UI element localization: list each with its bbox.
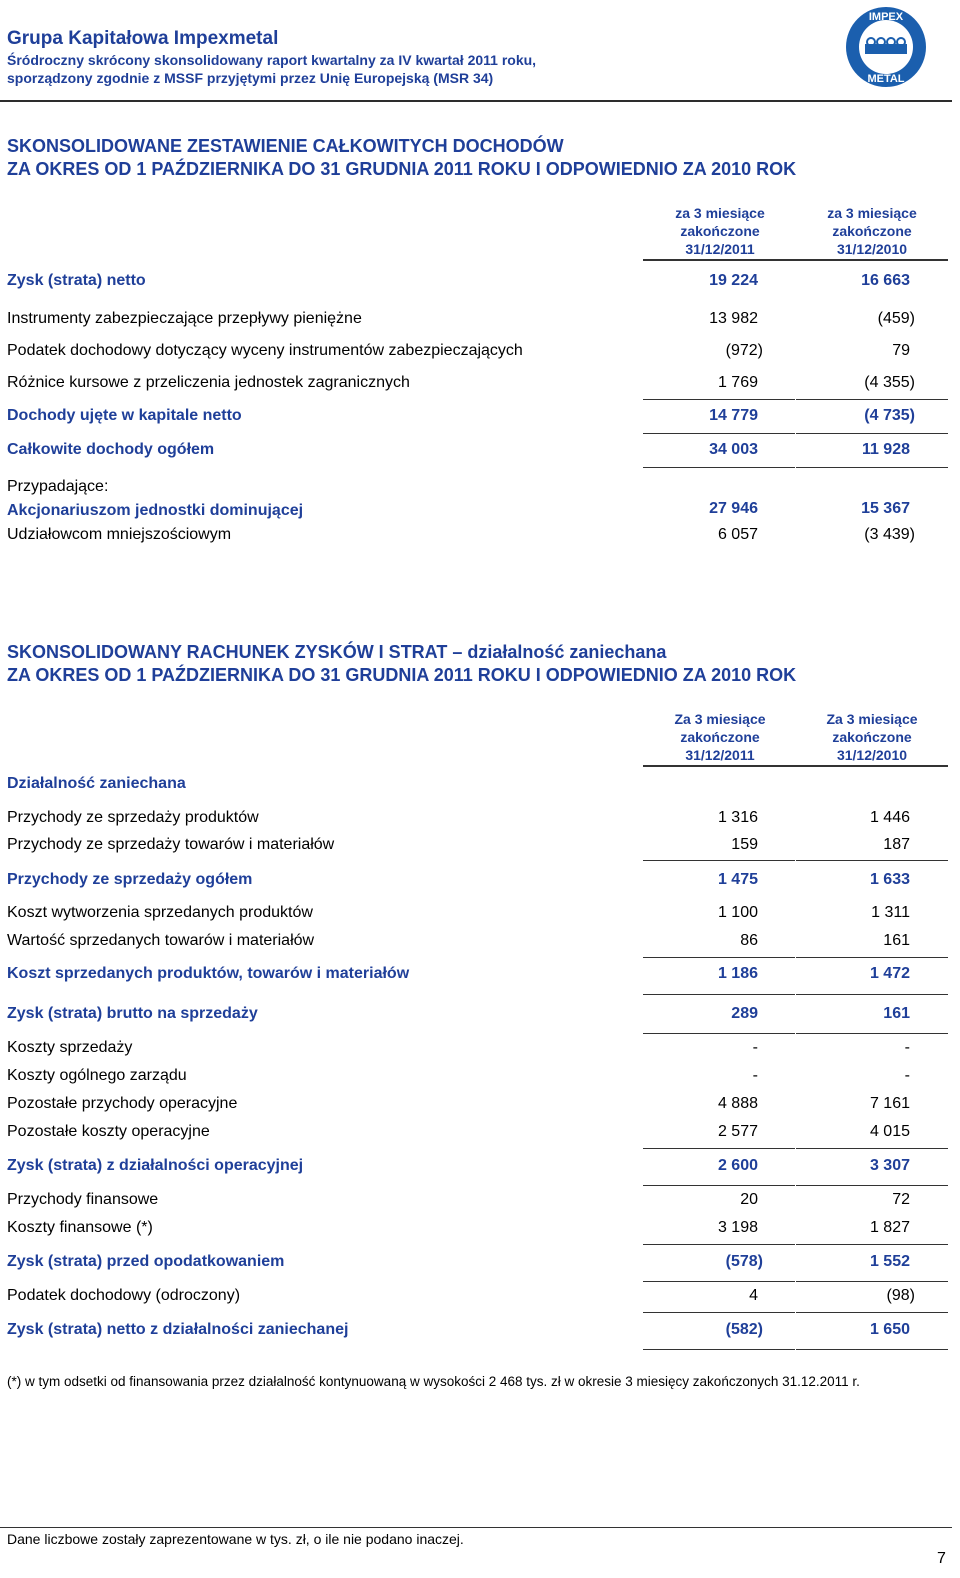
s2-rule-5b [796,1148,948,1149]
impexmetal-logo [845,6,927,88]
s1-row-net-profit: Zysk (strata) netto 19 224 16 663 [7,272,910,289]
s2-row-gross-profit: Zysk (strata) brutto na sprzedaży 289 161 [7,1005,910,1022]
s2-row-product-revenue: Przychody ze sprzedaży produktów 1 316 1 446 [7,809,910,826]
s1-rule-b2 [796,433,948,434]
s1-row-hedging-instruments: Instrumenty zabezpieczające przepływy pieniężne 13 982 (459) [7,310,915,327]
page-number: 7 [937,1550,946,1567]
s2-rule-2b [796,957,948,958]
s2-row-goods-revenue: Przychody ze sprzedaży towarów i materiałów 159 187 [7,836,910,853]
s1-row-equity-income: Dochody ujęte w kapitale netto 14 779 (4 735) [7,407,915,424]
s2-rule-5a [643,1148,795,1149]
s1-rule-a1 [643,399,795,400]
s2-rule-2a [643,957,795,958]
s2-row-net-profit-discontinued: Zysk (strata) netto z działalności zaniechanej (582) 1 650 [7,1321,910,1338]
logo-text-top: IMPEX [868,11,904,23]
s2-row-cost-of-sales: Koszt sprzedanych produktów, towarów i materiałów 1 186 1 472 [7,965,910,982]
s2-column-header-rule [643,765,948,767]
footer-divider [0,1527,952,1528]
section1-title-1: SKONSOLIDOWANE ZESTAWIENIE CAŁKOWITYCH DOCHODÓW [7,136,564,156]
s2-rule-6b [796,1185,948,1186]
s1-row-total-comprehensive: Całkowite dochody ogółem 34 003 11 928 [7,441,910,458]
s1-rule-c2 [796,467,948,468]
attributable-label: Przypadające: [7,478,109,495]
s2-row-financial-income: Przychody finansowe 20 72 [7,1191,910,1208]
s2-rule-8a [643,1281,795,1282]
s2-rule-3a [643,994,795,995]
s2-row-financial-costs: Koszty finansowe (*) 3 198 1 827 [7,1219,910,1236]
s2-rule-4a [643,1033,795,1034]
s1-column-header-2011: za 3 miesiące zakończone 31/12/2011 [675,205,765,257]
s1-row-income-tax-hedging: Podatek dochodowy dotyczący wyceny instrumentów zabezpieczających (972) 79 [7,342,910,359]
s2-rule-10a [643,1349,795,1350]
s2-column-header-2011: Za 3 miesiące zakończone 31/12/2011 [674,711,766,763]
s2-rule-4b [796,1033,948,1034]
s2-row-other-operating-income: Pozostałe przychody operacyjne 4 888 7 161 [7,1095,910,1112]
report-subtitle-2: sporządzony zgodnie z MSSF przyjętymi przez Unię Europejską (MSR 34) [7,70,494,86]
s2-row-value-of-goods: Wartość sprzedanych towarów i materiałów 86 161 [7,932,910,949]
s2-rule-3b [796,994,948,995]
s1-column-header-2010: za 3 miesiące zakończone 31/12/2010 [827,205,917,257]
s2-row-admin-costs: Koszty ogólnego zarządu - - [7,1067,910,1084]
s2-column-header-2010: Za 3 miesiące zakończone 31/12/2010 [826,711,918,763]
discontinued-operations-heading: Działalność zaniechana [7,775,186,792]
s1-row-parent-shareholders: Akcjonariuszom jednostki dominującej 27 946 15 367 [7,500,910,519]
s2-row-total-revenue: Przychody ze sprzedaży ogółem 1 475 1 633 [7,871,910,888]
header-divider [0,100,952,102]
footnote: (*) w tym odsetki od finansowania przez działalność kontynuowaną w wysokości 2 468 tys. zł w okresie 3 miesięcy zakończonych 31.12.2011 r. [7,1374,860,1389]
s2-rule-10b [796,1349,948,1350]
s1-row-fx-differences: Różnice kursowe z przeliczenia jednostek zagranicznych 1 769 (4 355) [7,374,915,391]
section2-title-1: SKONSOLIDOWANY RACHUNEK ZYSKÓW I STRAT – działalność zaniechana [7,642,667,662]
company-name: Grupa Kapitałowa Impexmetal [7,28,279,49]
s1-row-minority-interests: Udziałowcom mniejszościowym 6 057 (3 439) [7,526,915,543]
s1-rule-a2 [796,399,948,400]
s2-row-profit-before-tax: Zysk (strata) przed opodatkowaniem (578) 1 552 [7,1253,910,1270]
s2-row-selling-costs: Koszty sprzedaży - - [7,1039,910,1056]
s1-rule-b1 [643,433,795,434]
s1-column-header-rule [643,259,948,261]
s2-rule-8b [796,1281,948,1282]
s2-rule-1b [796,860,948,861]
s2-rule-7a [643,1244,795,1245]
s2-row-operating-profit: Zysk (strata) z działalności operacyjnej 2 600 3 307 [7,1157,910,1174]
s2-row-other-operating-costs: Pozostałe koszty operacyjne 2 577 4 015 [7,1123,910,1140]
s2-rule-9b [796,1312,948,1313]
logo-text-bottom: METAL [867,73,905,85]
s2-row-deferred-tax: Podatek dochodowy (odroczony) 4 (98) [7,1287,915,1304]
s1-rule-c1 [643,467,795,468]
footer-note: Dane liczbowe zostały zaprezentowane w tys. zł, o ile nie podano inaczej. [7,1531,464,1547]
section2-title-2: ZA OKRES OD 1 PAŹDZIERNIKA DO 31 GRUDNIA 2011 ROKU I ODPOWIEDNIO ZA 2010 ROK [7,665,797,685]
s2-rule-1a [643,860,795,861]
section1-title-2: ZA OKRES OD 1 PAŹDZIERNIKA DO 31 GRUDNIA 2011 ROKU I ODPOWIEDNIO ZA 2010 ROK [7,159,797,179]
s2-row-cost-of-products: Koszt wytworzenia sprzedanych produktów 1 100 1 311 [7,904,910,921]
s2-rule-9a [643,1312,795,1313]
s2-rule-7b [796,1244,948,1245]
report-subtitle-1: Śródroczny skrócony skonsolidowany raport kwartalny za IV kwartał 2011 roku, [7,52,537,68]
s2-rule-6a [643,1185,795,1186]
